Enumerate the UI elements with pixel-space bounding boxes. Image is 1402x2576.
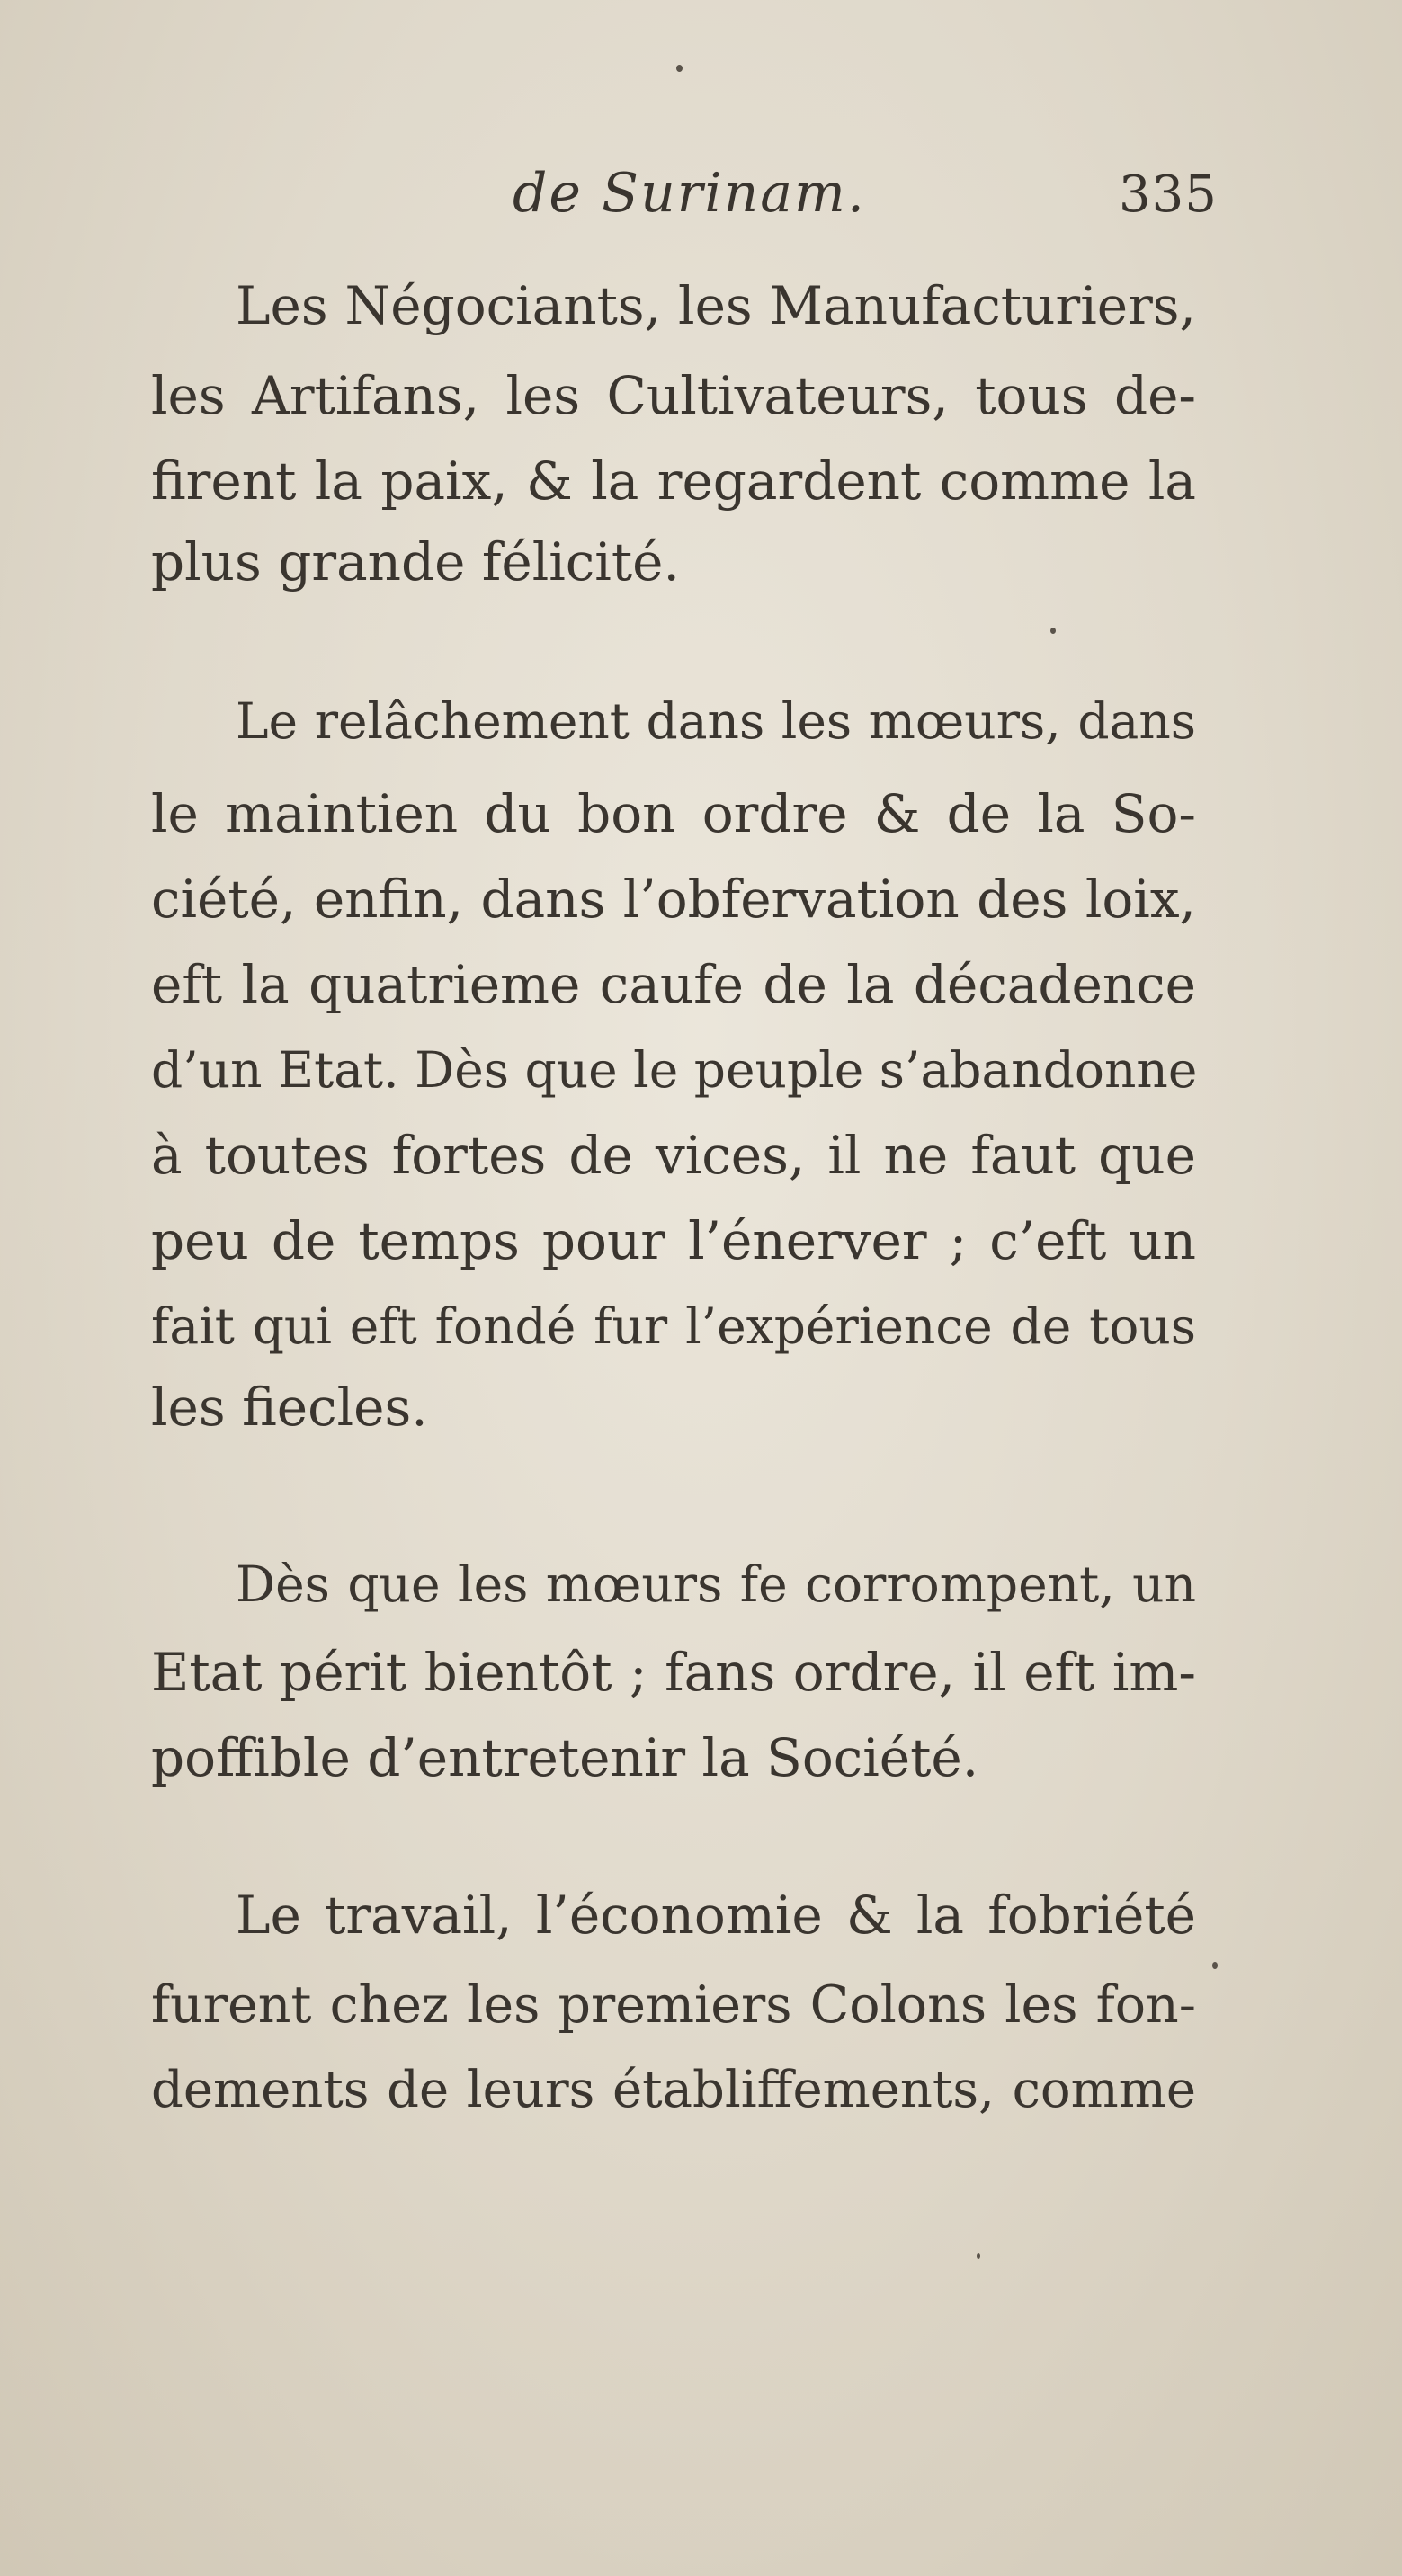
text-line: eft la quatrieme caufe de la décadence (151, 954, 1196, 1015)
ink-speck (676, 65, 683, 72)
running-title: de Surinam. (513, 162, 866, 225)
text-line: furent chez les premiers Colons les fon- (151, 1975, 1196, 2035)
text-line: dements de leurs établiffements, comme (151, 2061, 1196, 2119)
ink-speck (977, 2253, 980, 2259)
text-line: Etat périt bientôt ; fans ordre, il eft im- (151, 1642, 1196, 1703)
text-line: fait qui eft fondé fur l’expérience de tous (151, 1297, 1196, 1355)
text-line: Le relâchement dans les mœurs, dans (236, 692, 1196, 750)
text-line: à toutes fortes de vices, il ne faut que (151, 1125, 1196, 1186)
text-line: d’un Etat. Dès que le peuple s’abandonne (151, 1041, 1198, 1099)
text-line: poffible d’entretenir la Société. (151, 1727, 979, 1788)
ink-speck (1050, 628, 1056, 634)
text-line: ciété, enfin, dans l’obfervation des loix, (151, 869, 1196, 930)
text-line: les Artifans, les Cultivateurs, tous de- (151, 365, 1196, 426)
text-line: plus grande félicité. (151, 531, 680, 593)
text-line: le maintien du bon ordre & de la So- (151, 783, 1196, 844)
text-line: firent la paix, & la regardent comme la (151, 450, 1196, 512)
text-line: Le travail, l’économie & la fobriété (236, 1885, 1196, 1946)
ink-speck (1212, 1962, 1218, 1969)
text-line: Les Négociants, les Manufacturiers, (236, 275, 1196, 336)
text-line: peu de temps pour l’énerver ; c’eft un (151, 1210, 1196, 1271)
text-line: les fiecles. (151, 1377, 428, 1438)
text-line: Dès que les mœurs fe corrompent, un (236, 1555, 1196, 1613)
running-head (0, 162, 1402, 234)
page-number: 335 (1119, 165, 1218, 224)
